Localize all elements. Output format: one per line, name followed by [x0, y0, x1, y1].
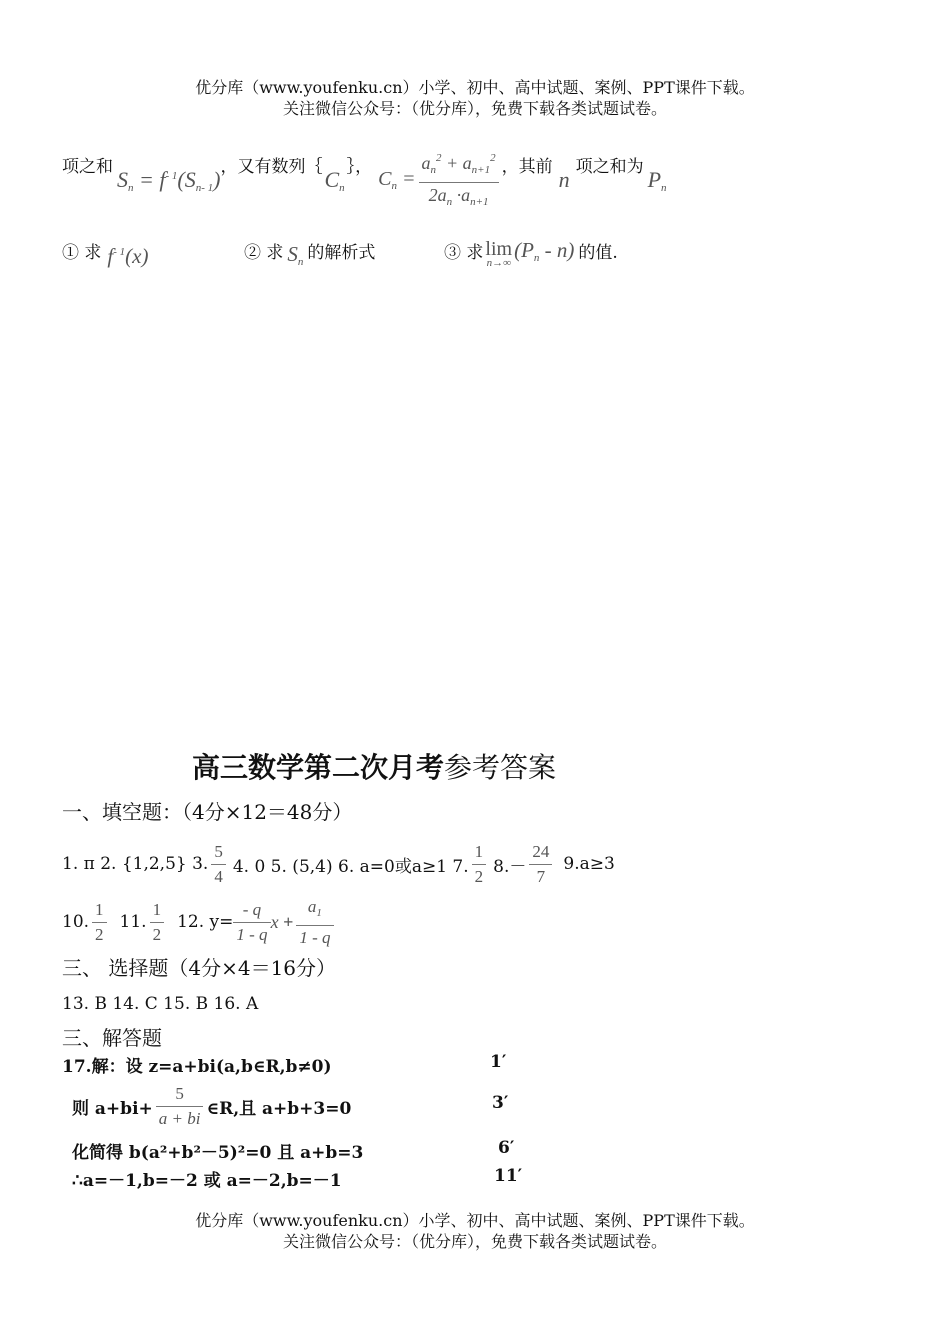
question-1 — [62, 238, 148, 269]
formula-lim: lim n→∞ — [485, 238, 513, 269]
answer-title-rest: 参考答案 — [444, 751, 557, 784]
solution-17-line-1 — [62, 1052, 332, 1077]
solution-17-line-2 — [72, 1078, 351, 1134]
answer-title — [192, 746, 556, 786]
score-mark-3: 3′ — [492, 1093, 509, 1113]
fill-answer-10: 10. — [62, 912, 90, 932]
fraction-1-2-a: $\frac{1}{2}$ — [472, 842, 487, 887]
formula-x-plus: x + — [270, 911, 294, 932]
solution-17-line-4: ∴a=－1,b=－2 或 a=－2,b=－1 — [72, 1171, 342, 1191]
fill-answers-1: 1. π 2. {1,2,5} 3. — [62, 854, 209, 874]
fraction-1-2-c: $\frac{1}{2}$ — [150, 900, 165, 945]
formula-pn-n: $(P_n - n)$ — [514, 238, 575, 264]
header-line-1: 优分库（www.youfenku.cn）小学、初中、高中试题、案例、PPT课件下载。 — [195, 78, 755, 97]
problem-line — [62, 148, 667, 212]
score-mark-1: 1′ — [490, 1052, 507, 1072]
question-3 — [444, 238, 618, 269]
fraction-q: $\frac{- q}{1 - q}$ — [233, 900, 270, 945]
fraction-24-7: $\frac{24}{7}$ — [529, 842, 552, 887]
solution-17-text-2b: ∈R,且 a+b+3=0 — [206, 1098, 352, 1119]
fill-answers-row-2 — [62, 896, 337, 948]
fraction-1-2-b: $\frac{1}{2}$ — [92, 900, 107, 945]
answer-title-bold: 高三数学第二次月考 — [192, 751, 445, 784]
question-2-label: ② 求 — [244, 243, 284, 263]
formula-sn: $S_n = f^{- 1}(S_{n- 1})$ — [117, 166, 221, 194]
question-3-label: ③ 求 — [444, 243, 484, 263]
solution-17-text-1: 解：设 z=a+bi(a,b∈R,b≠0) — [91, 1057, 332, 1077]
fill-answers-row-1 — [62, 838, 615, 890]
problem-text-4: ，其前 — [501, 157, 553, 177]
fill-answers-4: 9.a≥3 — [563, 854, 615, 874]
question-3-tail: 的值. — [578, 243, 618, 263]
fraction-5-a-bi: $\frac{5}{a + bi}$ — [156, 1084, 204, 1129]
fill-answers-2: 4. 0 5. (5,4) 6. a=0或a≥1 7. — [232, 856, 469, 877]
fill-answer-11: 11. — [119, 912, 147, 932]
section-fill-in: 一、填空题：（4分×12＝48分） — [62, 800, 353, 824]
formula-finv: $f^{- 1}(x)$ — [107, 244, 149, 268]
fraction-5-4: $\frac{5}{4}$ — [211, 842, 226, 887]
formula-cn: $C_n$ — [324, 166, 345, 194]
formula-cn-def: $C_n$ = — [378, 168, 416, 192]
footer-line-1: 优分库（www.youfenku.cn）小学、初中、高中试题、案例、PPT课件下载。 — [195, 1211, 755, 1230]
problem-text-2: ，又有数列｛ — [220, 157, 323, 177]
formula-sn-2: $S_n$ — [287, 242, 304, 268]
score-mark-6: 6′ — [498, 1138, 515, 1158]
section-choice: 三、 选择题（4分×4＝16分） — [62, 956, 337, 980]
formula-pn: $P_n$ — [647, 166, 667, 194]
choice-answers: 13. B 14. C 15. B 16. A — [62, 994, 259, 1014]
question-2 — [244, 238, 375, 268]
solution-17-text-2a: 则 a+bi+ — [72, 1098, 153, 1119]
problem-text-3: ｝， — [346, 157, 373, 177]
formula-n: n — [558, 167, 570, 192]
score-mark-11: 11′ — [494, 1166, 523, 1186]
header-line-2: 关注微信公众号：（优分库），免费下载各类试题试卷。 — [282, 99, 667, 118]
question-2-tail: 的解析式 — [307, 243, 376, 263]
footer-line-2: 关注微信公众号：（优分库），免费下载各类试题试卷。 — [282, 1232, 667, 1251]
solution-17-line-3: 化简得 b(a²+b²－5)²=0 且 a+b=3 — [72, 1143, 364, 1163]
problem-text-5: 项之和为 — [575, 157, 644, 177]
fill-answers-3: 8.－ — [493, 856, 527, 877]
problem-text: 项之和 — [62, 157, 113, 177]
section-solutions: 三、解答题 — [62, 1026, 162, 1050]
fraction-a1: $\frac{a_1}{1 - q}$ — [296, 897, 333, 948]
solution-17-number: 17. — [62, 1057, 92, 1077]
fill-answer-12: 12. y= — [177, 912, 234, 932]
question-1-label: ① 求 — [62, 243, 102, 263]
fraction-cn: $\frac{a_n^2 + a_{n+1}^2}{2a_n \cdot a_{n+1}}$ — [419, 148, 499, 212]
